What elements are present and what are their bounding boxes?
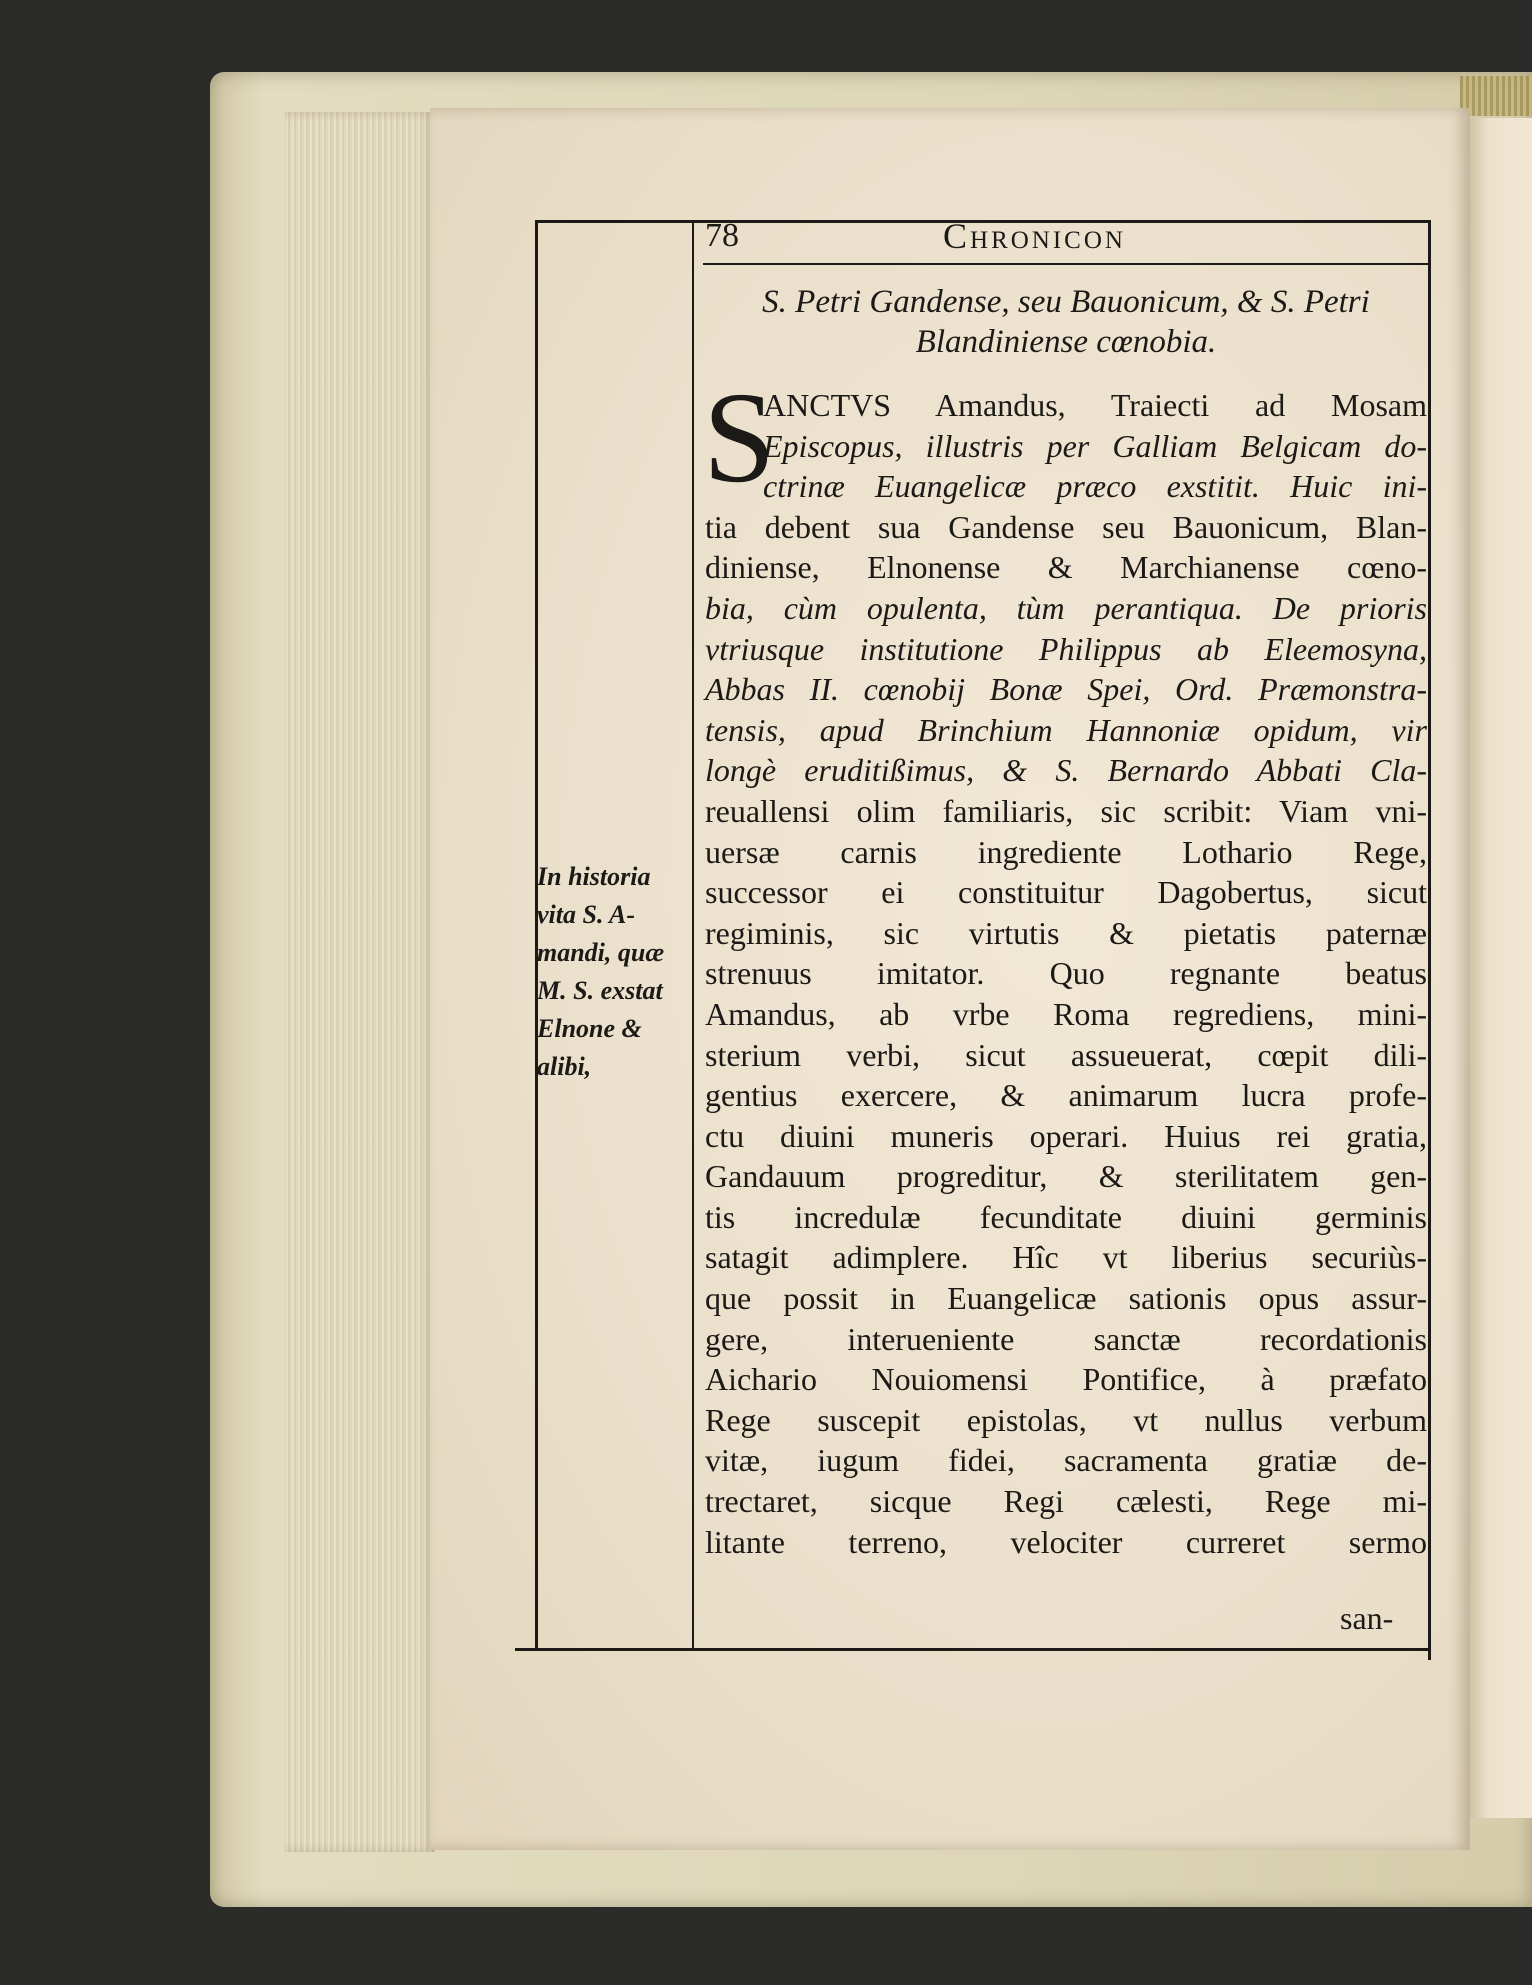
text-line: litante terreno, velociter curreret sermo	[705, 1523, 1427, 1560]
frame-right-rule	[1428, 220, 1431, 1660]
text-line: regiminis, sic virtutis & pietatis paternæ	[705, 914, 1427, 951]
text-line: que possit in Euangelicæ sationis opus assur-	[705, 1280, 1427, 1317]
text-line: longè eruditißimus, & S. Bernardo Abbati Cla-	[705, 752, 1427, 789]
section-title-line: S. Petri Gandense, seu Bauonicum, & S. Petri	[762, 284, 1370, 320]
margin-divider-rule	[692, 220, 694, 1650]
next-page-edge	[1470, 118, 1532, 1818]
section-title-line: Blandiniense cœnobia.	[915, 324, 1217, 360]
page-header	[703, 213, 1430, 261]
text-line: sterium verbi, sicut assueuerat, cœpit dili-	[705, 1036, 1427, 1073]
text-line: Amandus, ab vrbe Roma regrediens, mini-	[705, 995, 1427, 1032]
text-line: vtriusque institutione Philippus ab Eleemosyna,	[705, 630, 1427, 667]
text-line: ctrinæ Euangelicæ præco exstitit. Huic ini-	[763, 468, 1427, 505]
marginal-note-line: vita S. A-	[537, 900, 635, 929]
text-line: Aichario Nouiomensi Pontifice, à præfato	[705, 1361, 1427, 1398]
marginal-note	[537, 858, 687, 1086]
text-line: Rege suscepit epistolas, vt nullus verbum	[705, 1401, 1427, 1438]
text-line: tis incredulæ fecunditate diuini germinis	[705, 1198, 1427, 1235]
text-line: gentius exercere, & animarum lucra profe-	[705, 1077, 1427, 1114]
text-line: reuallensi olim familiaris, sic scribit: Viam vni-	[705, 792, 1427, 829]
text-line: bia, cùm opulenta, tùm perantiqua. De prioris	[705, 589, 1427, 626]
section-title	[705, 282, 1427, 362]
text-line: trectaret, sicque Regi cælesti, Rege mi-	[705, 1483, 1427, 1520]
drop-cap: S	[703, 366, 776, 510]
text-line: strenuus imitator. Quo regnante beatus	[705, 955, 1427, 992]
text-line: diniense, Elnonense & Marchianense cœno-	[705, 549, 1427, 586]
text-line: Gandauum progreditur, & sterilitatem gen-	[705, 1158, 1427, 1195]
text-line: ANCTVS Amandus, Traiecti ad Mosam	[763, 387, 1427, 423]
text-line: successor ei constituitur Dagobertus, sicut	[705, 874, 1427, 911]
marginal-note-line: alibi,	[537, 1052, 592, 1081]
frame-bottom-rule	[515, 1648, 1430, 1651]
marginal-note-line: Elnone &	[537, 1014, 642, 1043]
page-number: 78	[705, 217, 739, 254]
text-line: tia debent sua Gandense seu Bauonicum, Blan-	[705, 508, 1427, 545]
running-title: Chronicon	[943, 216, 1126, 256]
text-line: Episcopus, illustris per Galliam Belgicam do-	[763, 427, 1427, 464]
marginal-note-line: In historia	[537, 862, 651, 891]
text-line: satagit adimplere. Hîc vt liberius securiùs-	[705, 1239, 1427, 1276]
body-text	[705, 385, 1427, 1562]
text-line: gere, interueniente sanctæ recordationis	[705, 1320, 1427, 1357]
gilded-edge	[1460, 76, 1532, 116]
page-edges	[285, 112, 435, 1852]
marginal-note-line: mandi, quæ	[537, 938, 665, 967]
text-line: vitæ, iugum fidei, sacramenta gratiæ de-	[705, 1442, 1427, 1479]
text-line: ctu diuini muneris operari. Huius rei gratia,	[705, 1117, 1427, 1154]
catchword: san-	[1340, 1600, 1394, 1636]
text-line: uersæ carnis ingrediente Lothario Rege,	[705, 833, 1427, 870]
marginal-note-line: M. S. exstat	[537, 976, 663, 1005]
text-line: tensis, apud Brinchium Hannoniæ opidum, vir	[705, 711, 1427, 748]
header-rule	[703, 263, 1430, 265]
text-line: Abbas II. cœnobij Bonæ Spei, Ord. Præmonstra-	[705, 671, 1427, 708]
